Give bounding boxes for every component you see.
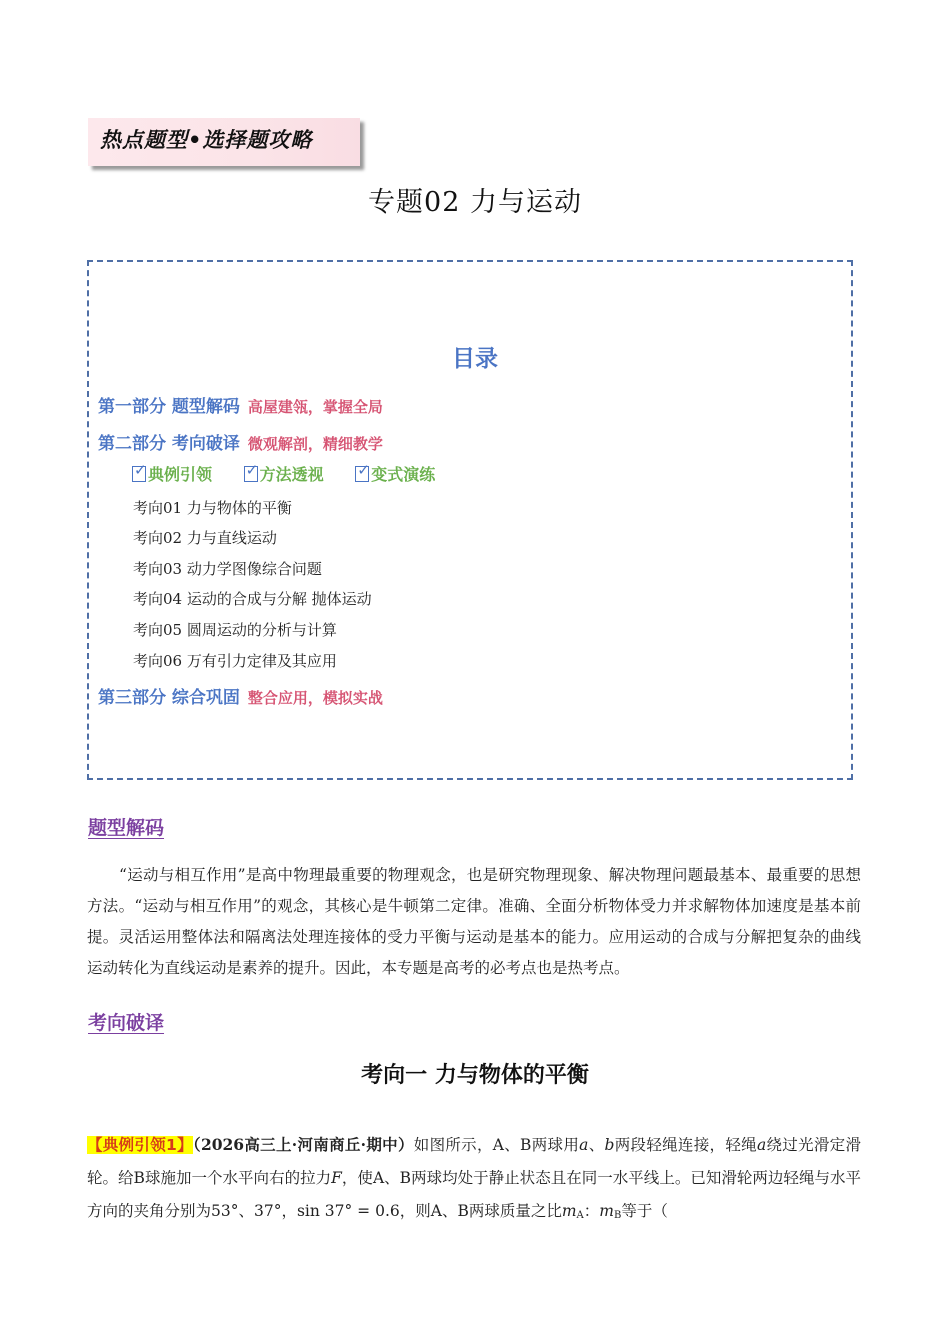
var-a2: a [756, 1136, 767, 1154]
toc-part-3-sub: 整合应用，模拟实战 [247, 689, 383, 707]
formula-sin: sin 37° = 0.6 [296, 1202, 400, 1220]
section-tag [88, 118, 360, 166]
example-text-3: 两段轻绳连接，轻绳 [614, 1136, 757, 1154]
example-text-1: 如图所示，A、B两球用 [413, 1136, 580, 1154]
toc-part-1[interactable] [98, 392, 383, 417]
section-heading-direction[interactable]: 考向破译 [88, 1012, 165, 1034]
var-mA: m [561, 1202, 577, 1220]
example-text-7: 等于（ [621, 1202, 668, 1220]
sub-B: B [614, 1210, 622, 1221]
toc-part-2[interactable] [98, 429, 383, 454]
direction-subtitle: 考向一 力与物体的平衡 [361, 1063, 589, 1088]
check-icon [244, 466, 258, 482]
toc-part-2-sub: 微观解剖，精细教学 [247, 435, 383, 453]
toc-part-2-label: 第二部分 考向破译 [98, 434, 240, 454]
chip-method-label: 方法透视 [259, 465, 324, 484]
example-text-5: ，使A、B两球均处于静止状态且在同一水平线上。已知滑轮两边轻绳与水平方向的夹角分别为53°、37°， [87, 1169, 861, 1220]
toc-item-2[interactable]: 考向02 力与直线运动 [133, 529, 277, 547]
chip-practice-label: 变式演练 [371, 465, 436, 484]
page-title: 专题02 力与运动 [368, 187, 582, 218]
toc-part-3-label: 第三部分 综合巩固 [98, 688, 240, 708]
example-source: （2026高三上·河南商丘·期中） [192, 1135, 414, 1154]
example-text-6: ，则A、B两球质量之比 [399, 1202, 562, 1220]
toc-item-5[interactable]: 考向05 圆周运动的分析与计算 [133, 621, 337, 639]
ratio-colon: ： [583, 1202, 600, 1220]
toc-heading: 目录 [452, 346, 498, 372]
toc-part-3[interactable] [98, 683, 383, 708]
toc-chips [132, 462, 461, 485]
var-F: F [331, 1169, 342, 1187]
toc-item-3[interactable]: 考向03 动力学图像综合问题 [133, 560, 322, 578]
example-text-4: 绕过光滑定滑轮。给B球施加一个水平向右的拉力 [87, 1136, 861, 1187]
chip-practice[interactable] [355, 462, 435, 485]
toc-part-1-sub: 高屋建瓴，掌握全局 [247, 398, 383, 416]
toc-part-1-label: 第一部分 题型解码 [98, 397, 240, 417]
var-b: b [604, 1136, 615, 1154]
chip-example-label: 典例引领 [148, 465, 213, 484]
section-tag-label: 热点题型•选择题攻略 [100, 128, 313, 152]
check-icon [132, 466, 146, 482]
example-problem [87, 1128, 861, 1232]
example-text-2: 、 [588, 1136, 605, 1154]
var-mB: m [599, 1202, 614, 1220]
section-heading-decode[interactable]: 题型解码 [88, 817, 165, 839]
toc-item-6[interactable]: 考向06 万有引力定律及其应用 [133, 652, 337, 670]
chip-method[interactable] [244, 462, 324, 485]
intro-paragraph: “运动与相互作用”是高中物理最重要的物理观念，也是研究物理现象、解决物理问题最基本、最重要的思想方法。“运动与相互作用”的观念，其核心是牛顿第二定律。准确、全面分析物体受力并求解物体加速度是基本前提。灵活运用整体法和隔离法处理连接体的受力平衡与运动是基本的能力。应用运动的合成与分解把复杂的曲线运动转化为直线运动是素养的提升。因此，本专题是高考的必考点也是热考点。 [87, 866, 861, 977]
chip-example[interactable] [132, 462, 212, 485]
check-icon [355, 466, 369, 482]
var-a: a [579, 1136, 589, 1154]
toc-item-4[interactable]: 考向04 运动的合成与分解 抛体运动 [133, 590, 372, 608]
example-badge: 【典例引领1】 [87, 1136, 193, 1154]
sub-A: A [576, 1210, 584, 1221]
toc-item-1[interactable]: 考向01 力与物体的平衡 [133, 499, 292, 517]
